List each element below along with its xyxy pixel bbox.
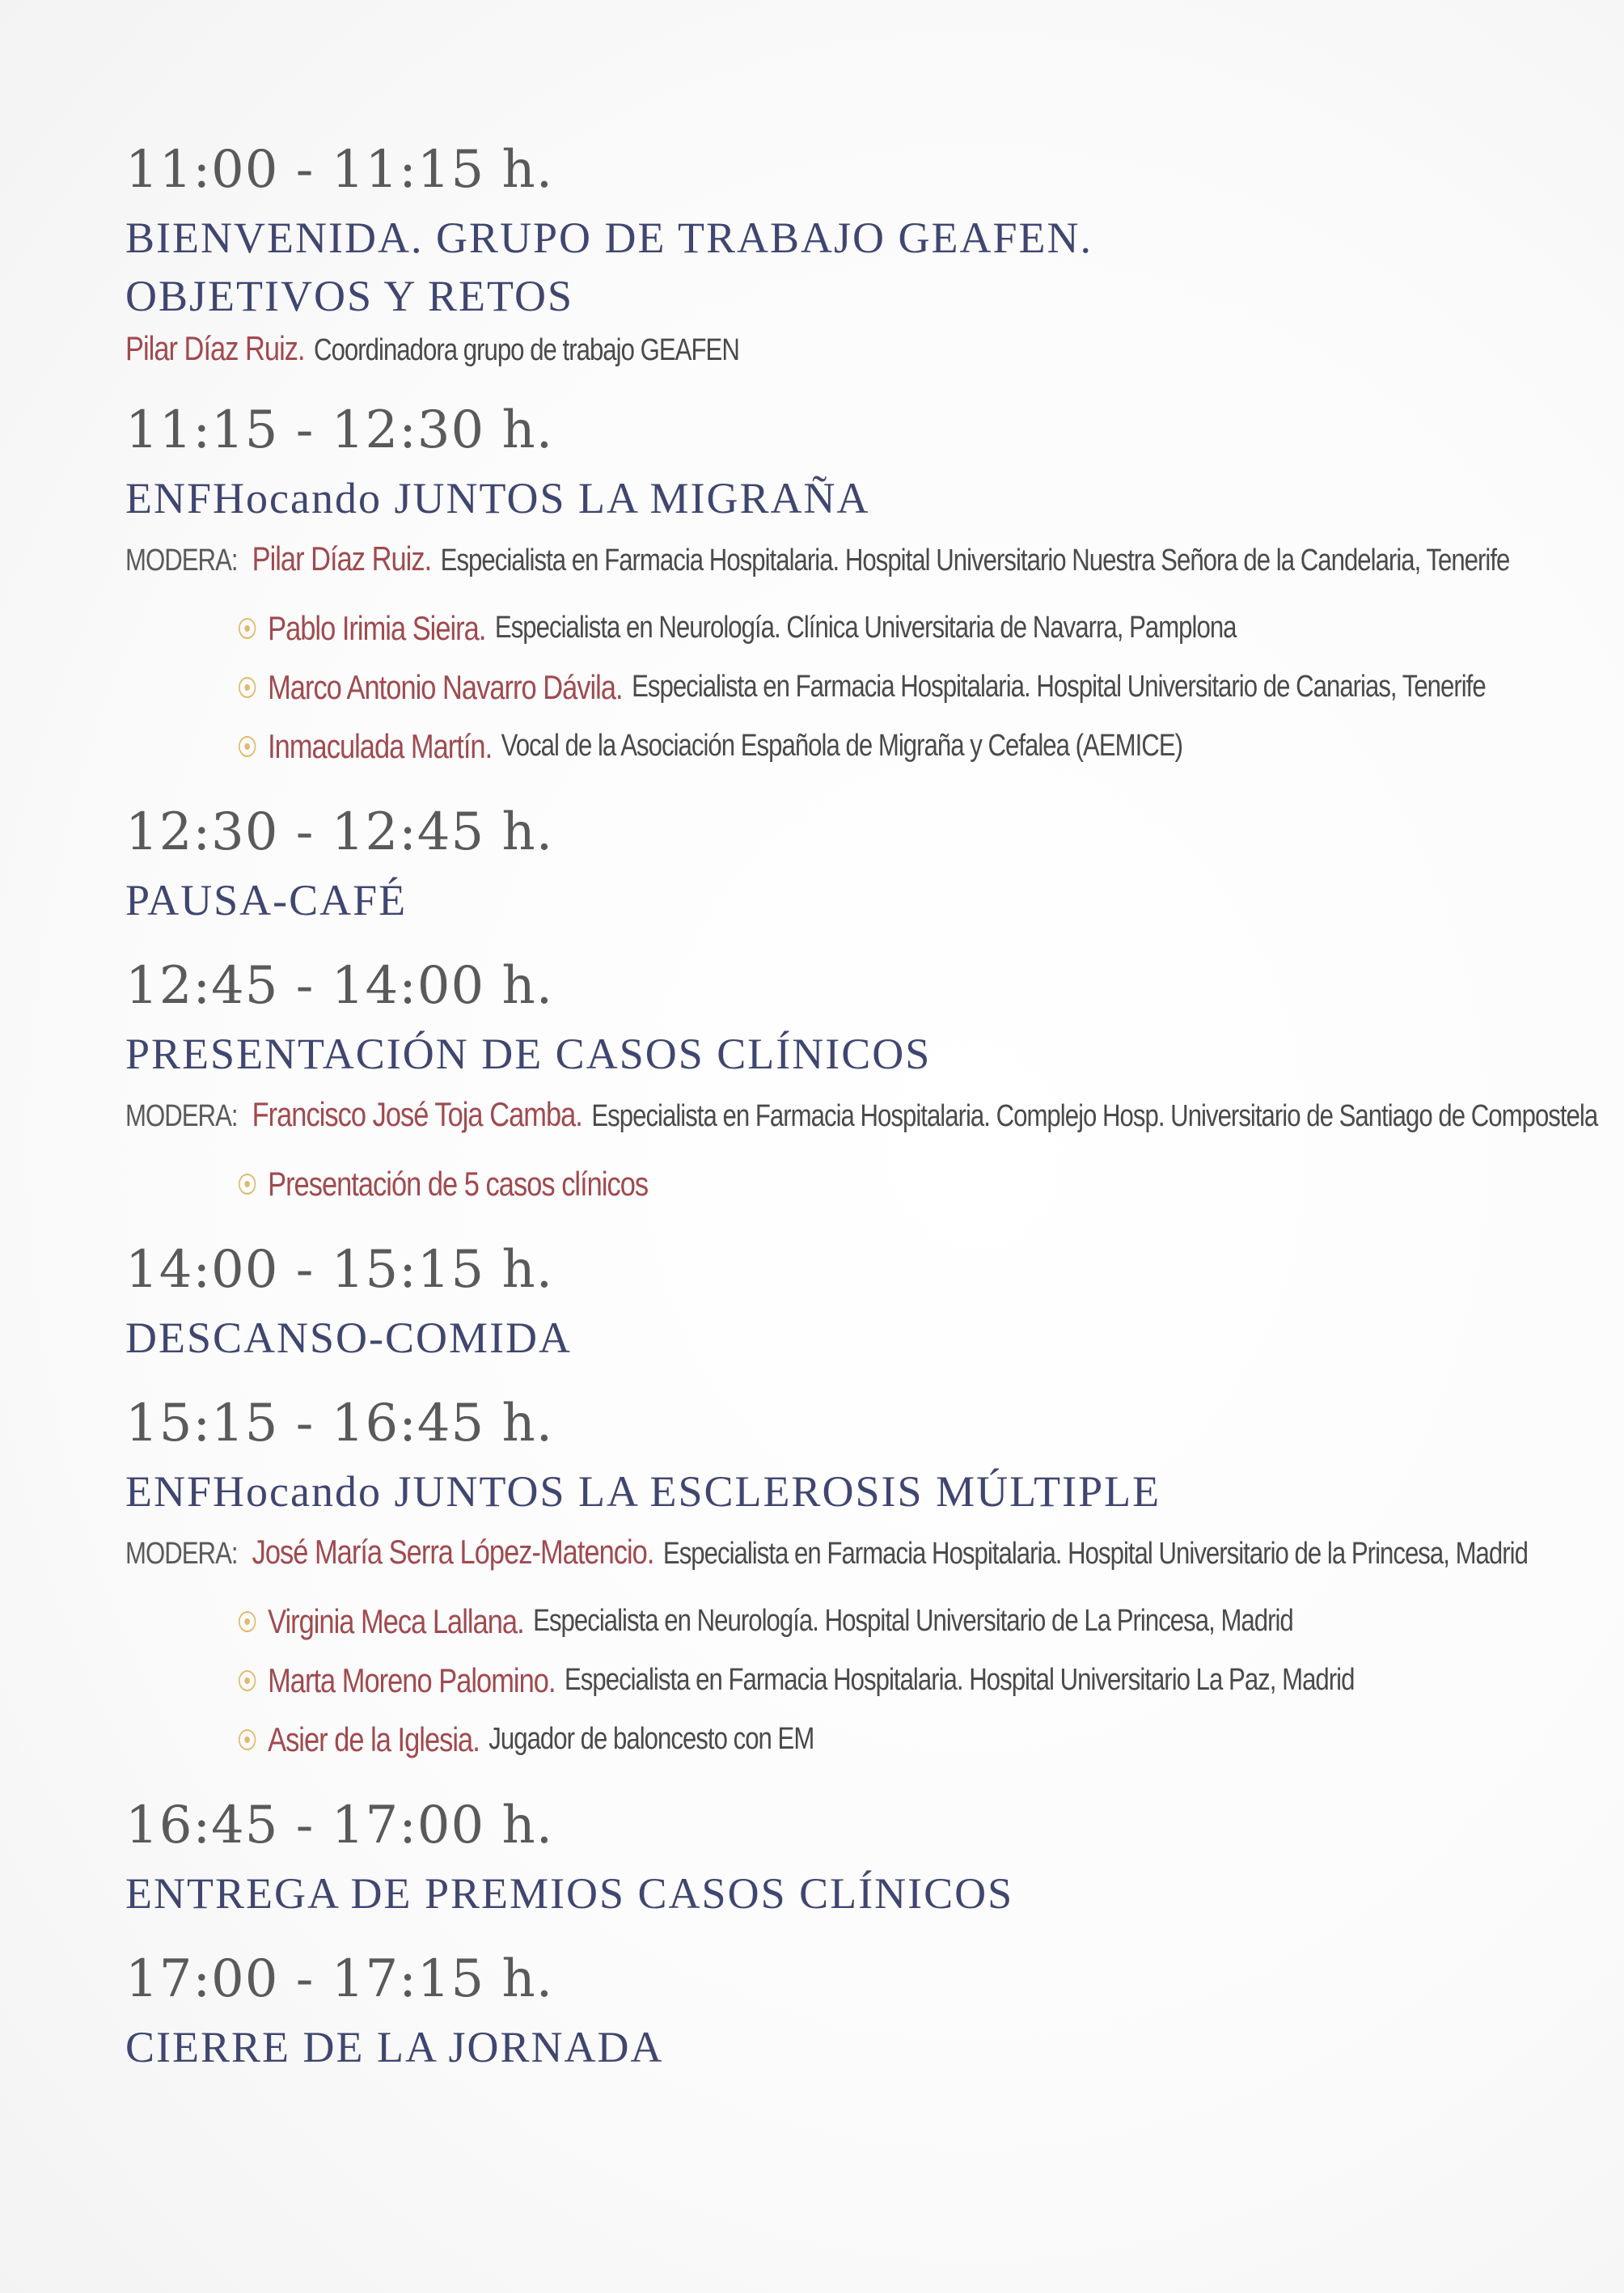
circle-bullet-icon <box>239 736 256 757</box>
moderator-description: Especialista en Farmacia Hospitalaria. Hospital Universitario de la Princesa, Madrid <box>662 1537 1528 1571</box>
moderator-label: MODERA: <box>125 1099 238 1133</box>
session-title: DESCANSO-COMIDA <box>125 1314 573 1362</box>
session-title: ENFHocando JUNTOS LA ESCLEROSIS MÚLTIPLE <box>125 1467 1161 1516</box>
speaker-name: Marta Moreno Palomino. <box>268 1661 556 1699</box>
speaker-list <box>239 1592 1581 1769</box>
speaker-item <box>239 599 1339 658</box>
circle-bullet-icon <box>239 1670 256 1691</box>
speaker-item <box>239 658 1486 717</box>
session-time: 12:30 - 12:45 h. <box>125 802 554 862</box>
speaker-description: Especialista en Neurología. Clínica Universitaria de Navarra, Pamplona <box>494 611 1237 645</box>
presenter-description: Coordinadora grupo de trabajo GEAFEN <box>314 333 739 367</box>
moderator-name: José María Serra López-Matencio. <box>252 1533 654 1571</box>
agenda-item <box>125 1792 1581 1923</box>
speaker-item <box>239 1651 1355 1710</box>
speaker-description: Jugador de baloncesto con EM <box>488 1722 814 1756</box>
agenda-item <box>125 798 1581 929</box>
speaker-name: Asier de la Iglesia. <box>268 1720 480 1758</box>
session-title: CIERRE DE LA JORNADA <box>125 2023 664 2071</box>
presenter-name: Pilar Díaz Ruiz. <box>125 329 305 367</box>
speaker-item <box>239 717 1339 776</box>
agenda-item <box>125 136 1581 374</box>
session-title: OBJETIVOS Y RETOS <box>125 272 574 320</box>
moderator-description: Especialista en Farmacia Hospitalaria. Complejo Hosp. Universitario de Santiago de Compostela <box>591 1099 1598 1133</box>
speaker-item <box>239 1592 1339 1651</box>
speaker-name: Inmaculada Martín. <box>268 727 493 765</box>
moderator-row <box>125 535 1510 584</box>
session-time: 11:00 - 11:15 h. <box>125 140 554 200</box>
agenda <box>125 136 1598 2099</box>
session-title: PRESENTACIÓN DE CASOS CLÍNICOS <box>125 1030 932 1078</box>
circle-bullet-icon <box>239 1174 256 1195</box>
session-time: 12:45 - 14:00 h. <box>125 956 554 1016</box>
circle-bullet-icon <box>239 618 256 639</box>
moderator-label: MODERA: <box>125 544 238 577</box>
speaker-item <box>239 1154 1339 1213</box>
moderator-row <box>125 1091 1598 1140</box>
speaker-description: Especialista en Neurología. Hospital Universitario de La Princesa, Madrid <box>533 1604 1293 1638</box>
speaker-description: Especialista en Farmacia Hospitalaria. Hospital Universitario de Canarias, Tenerife <box>632 670 1486 704</box>
agenda-item <box>125 1236 1581 1367</box>
speaker-name: Presentación de 5 casos clínicos <box>268 1165 649 1203</box>
session-title: PAUSA-CAFÉ <box>125 876 408 924</box>
circle-bullet-icon <box>239 1611 256 1632</box>
session-time: 16:45 - 17:00 h. <box>125 1796 554 1855</box>
speaker-name: Pablo Irimia Sieira. <box>268 609 486 647</box>
session-time: 15:15 - 16:45 h. <box>125 1394 554 1453</box>
session-title: ENTREGA DE PREMIOS CASOS CLÍNICOS <box>125 1869 1014 1918</box>
session-title: ENFHocando JUNTOS LA MIGRAÑA <box>125 474 870 522</box>
moderator-row <box>125 1529 1528 1577</box>
agenda-item <box>125 396 1581 776</box>
speaker-list <box>239 1154 1581 1213</box>
agenda-item <box>125 1945 1581 2076</box>
circle-bullet-icon <box>239 677 256 698</box>
moderator-description: Especialista en Farmacia Hospitalaria. Hospital Universitario Nuestra Señora de la Candelaria, Tenerife <box>440 544 1510 577</box>
session-title: BIENVENIDA. GRUPO DE TRABAJO GEAFEN. <box>125 214 1093 262</box>
speaker-item <box>239 1710 1339 1769</box>
agenda-item <box>125 952 1598 1213</box>
presenter-row <box>125 325 1319 374</box>
session-time: 14:00 - 15:15 h. <box>125 1240 554 1300</box>
speaker-description: Vocal de la Asociación Española de Migraña y Cefalea (AEMICE) <box>501 729 1183 763</box>
moderator-name: Francisco José Toja Camba. <box>252 1095 582 1133</box>
session-time: 11:15 - 12:30 h. <box>125 400 554 460</box>
circle-bullet-icon <box>239 1729 256 1750</box>
speaker-description: Especialista en Farmacia Hospitalaria. Hospital Universitario La Paz, Madrid <box>565 1663 1355 1697</box>
agenda-item <box>125 1390 1581 1769</box>
speaker-list <box>239 599 1581 776</box>
moderator-label: MODERA: <box>125 1537 238 1571</box>
speaker-name: Virginia Meca Lallana. <box>268 1602 524 1640</box>
moderator-name: Pilar Díaz Ruiz. <box>252 539 432 577</box>
speaker-name: Marco Antonio Navarro Dávila. <box>268 668 623 706</box>
session-time: 17:00 - 17:15 h. <box>125 1949 554 2009</box>
